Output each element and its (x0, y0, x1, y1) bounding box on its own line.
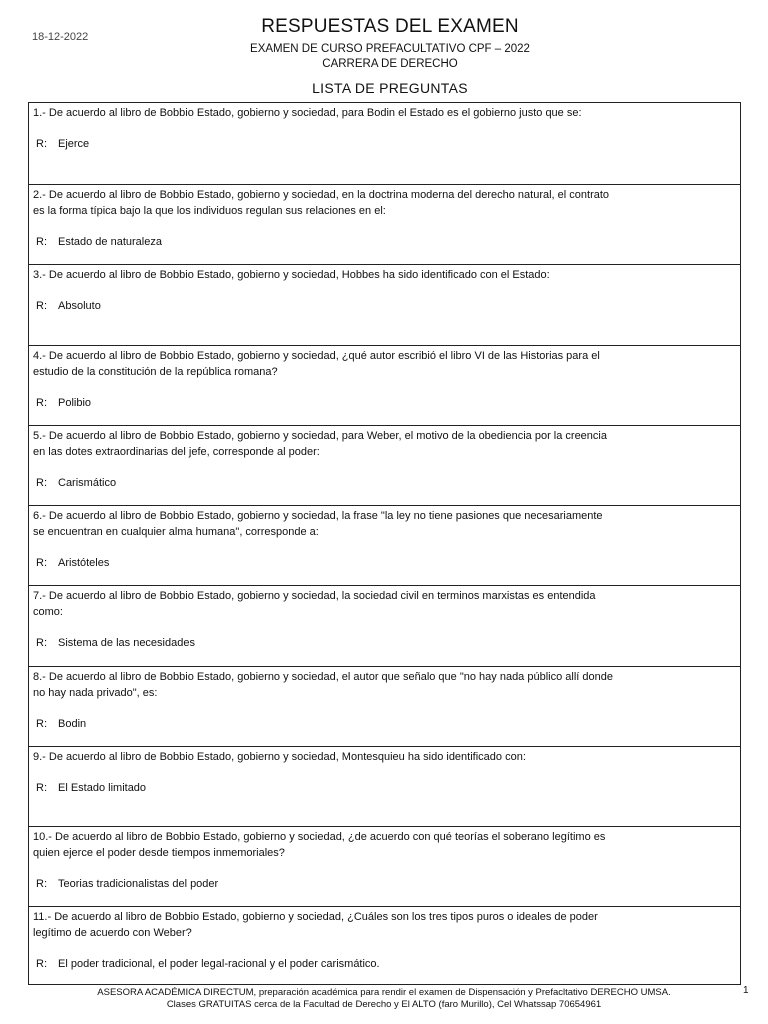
career-subtitle: CARRERA DE DERECHO (322, 58, 458, 70)
answer-line (33, 957, 740, 971)
question-text: 8.- De acuerdo al libro de Bobbio Estado, gobierno y sociedad, el autor que señalo que "no hay nada público allí donde no hay nada privado", es: (33, 671, 613, 699)
answer-line (33, 299, 740, 313)
question-row (29, 184, 740, 264)
question-row (29, 666, 740, 746)
list-title: LISTA DE PREGUNTAS (312, 80, 468, 96)
answer-line (33, 137, 740, 151)
answer-text: Teorias tradicionalistas del poder (58, 878, 219, 890)
answer-label: R: (36, 236, 47, 248)
answer-text: Carismático (58, 477, 117, 489)
answer-label: R: (36, 138, 47, 150)
question-text: 10.- De acuerdo al libro de Bobbio Estado, gobierno y sociedad, ¿de acuerdo con qué teorías el soberano legítimo es quien ejerce el poder desde tiempos inmemoriales? (33, 831, 606, 859)
answer-text: El Estado limitado (58, 782, 147, 794)
answer-text: Bodin (58, 718, 87, 730)
answer-text: Polibio (58, 397, 92, 409)
question-text: 11.- De acuerdo al libro de Bobbio Estado, gobierno y sociedad, ¿Cuáles son los tres tipos puros o ideales de poder legítimo de acuerdo con Weber? (33, 911, 598, 939)
answer-line (33, 235, 740, 249)
page-number: 1 (743, 985, 749, 996)
answer-text: Aristóteles (58, 557, 110, 569)
answer-line (33, 781, 740, 795)
question-row (29, 585, 740, 666)
answer-text: Absoluto (58, 300, 101, 312)
answer-label: R: (36, 300, 47, 312)
answer-label: R: (36, 782, 47, 794)
question-text: 9.- De acuerdo al libro de Bobbio Estado, gobierno y sociedad, Montesquieu ha sido identificado con: (33, 751, 526, 763)
answer-line (33, 476, 740, 490)
question-row (29, 826, 740, 906)
answer-label: R: (36, 958, 47, 970)
answer-text: Ejerce (58, 138, 90, 150)
answer-line (33, 717, 740, 731)
question-text: 6.- De acuerdo al libro de Bobbio Estado, gobierno y sociedad, la frase "la ley no tiene pasiones que necesariamente se encuentran en cualquier alma humana", corresponde a: (33, 510, 603, 538)
answer-line (33, 396, 740, 410)
footer-line-1: ASESORA ACADÉMICA DIRECTUM, preparación académica para rendir el examen de Dispensación y Prefacltativo DERECHO UMSA. (97, 987, 671, 998)
answer-line (33, 877, 740, 891)
answer-label: R: (36, 878, 47, 890)
question-text: 5.- De acuerdo al libro de Bobbio Estado, gobierno y sociedad, para Weber, el motivo de la obediencia por la creencia en las dotes extraordinarias del jefe, corresponde al poder: (33, 430, 607, 458)
question-row (29, 103, 740, 184)
answer-label: R: (36, 397, 47, 409)
page-title: RESPUESTAS DEL EXAMEN (261, 16, 519, 37)
question-row (29, 264, 740, 345)
question-text: 1.- De acuerdo al libro de Bobbio Estado, gobierno y sociedad, para Bodin el Estado es el gobierno justo que se: (33, 107, 582, 119)
question-row (29, 425, 740, 505)
answer-label: R: (36, 557, 47, 569)
answer-label: R: (36, 637, 47, 649)
answer-line (33, 636, 740, 650)
question-text: 7.- De acuerdo al libro de Bobbio Estado, gobierno y sociedad, la sociedad civil en terminos marxistas es entendida como: (33, 590, 596, 618)
question-text: 4.- De acuerdo al libro de Bobbio Estado, gobierno y sociedad, ¿qué autor escribió el libro VI de las Historias para el estudio de la constitución de la república romana? (33, 350, 600, 378)
answer-line (33, 556, 740, 570)
questions-table (28, 102, 741, 985)
answer-text: El poder tradicional, el poder legal-racional y el poder carismático. (58, 958, 380, 970)
answer-text: Estado de naturaleza (58, 236, 162, 248)
question-row (29, 906, 740, 984)
answer-text: Sistema de las necesidades (58, 637, 195, 649)
question-row (29, 505, 740, 585)
answer-label: R: (36, 718, 47, 730)
question-text: 2.- De acuerdo al libro de Bobbio Estado, gobierno y sociedad, en la doctrina moderna del derecho natural, el contrato es la forma típica bajo la que los individuos regulan sus relaciones en el: (33, 189, 610, 217)
exam-subtitle: EXAMEN DE CURSO PREFACULTATIVO CPF – 2022 (250, 43, 530, 55)
question-row (29, 345, 740, 425)
question-text: 3.- De acuerdo al libro de Bobbio Estado, gobierno y sociedad, Hobbes ha sido identificado con el Estado: (33, 269, 550, 281)
exam-date: 18-12-2022 (32, 31, 89, 43)
question-row (29, 746, 740, 826)
footer-line-2: Clases GRATUITAS cerca de la Facultad de Derecho y El ALTO (faro Murillo), Cel Whatssap 70654961 (166, 999, 602, 1010)
answer-label: R: (36, 477, 47, 489)
